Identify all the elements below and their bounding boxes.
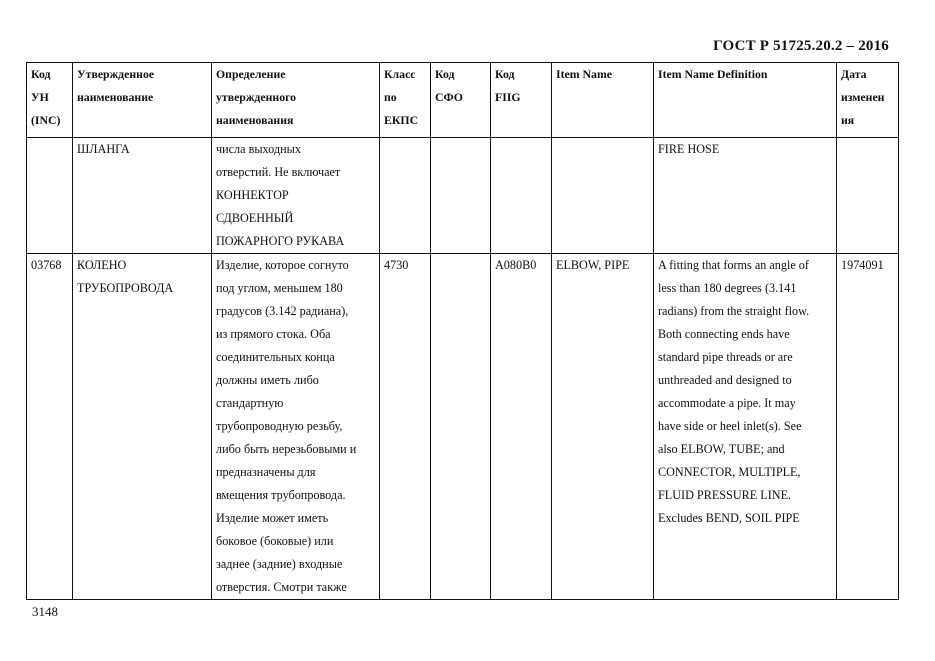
nomenclature-table [26, 62, 899, 600]
text-line: have side or heel inlet(s). See [658, 419, 802, 433]
cell-sfo-code [431, 138, 491, 254]
text-line: вмещения трубопровода. [216, 488, 346, 502]
text-line: unthreaded and designed to [658, 373, 792, 387]
cell-change-date: 1974091 [837, 254, 899, 600]
table-header-row [27, 63, 899, 138]
header-change-date: Дата изменен ия [837, 63, 899, 138]
cell-item-name: ELBOW, PIPE [552, 254, 654, 600]
text-line: CONNECTOR, MULTIPLE, [658, 465, 801, 479]
cell-ekps-class: 4730 [380, 254, 431, 600]
text-line: Изделие, которое согнуто [216, 258, 349, 272]
header-inc: Код УН (INC) [27, 63, 73, 138]
text-line: градусов (3.142 радиана), [216, 304, 349, 318]
text-line: also ELBOW, TUBE; and [658, 442, 785, 456]
text-line: КОННЕКТОР [216, 188, 289, 202]
text-line: трубопроводную резьбу, [216, 419, 343, 433]
cell-inc [27, 138, 73, 254]
standard-code: ГОСТ Р 51725.20.2 – 2016 [713, 38, 889, 54]
cell-ekps-class [380, 138, 431, 254]
table-row [27, 254, 899, 600]
text-line: ШЛАНГА [77, 142, 130, 156]
header-item-name: Item Name [552, 63, 654, 138]
text-line: должны иметь либо [216, 373, 319, 387]
text-line: FLUID PRESSURE LINE. [658, 488, 792, 502]
text-line: под углом, меньшем 180 [216, 281, 343, 295]
cell-approved-name [73, 138, 212, 254]
cell-approved-name [73, 254, 212, 600]
text-line: числа выходных [216, 142, 301, 156]
text-line: заднее (задние) входные [216, 557, 343, 571]
cell-sfo-code [431, 254, 491, 600]
cell-definition [212, 138, 380, 254]
text-line: отверстий. Не включает [216, 165, 341, 179]
cell-definition [212, 254, 380, 600]
header-ekps-class: Класс по ЕКПС [380, 63, 431, 138]
header-definition: Определение утвержденного наименования [212, 63, 380, 138]
text-line: ПОЖАРНОГО РУКАВА [216, 234, 345, 248]
cell-fiig-code [491, 138, 552, 254]
text-line: FIRE HOSE [658, 142, 720, 156]
cell-change-date [837, 138, 899, 254]
text-line: отверстия. Смотри также [216, 580, 347, 594]
text-line: Excludes BEND, SOIL PIPE [658, 511, 800, 525]
cell-inc: 03768 [27, 254, 73, 600]
text-line: КОЛЕНО [77, 258, 127, 272]
cell-item-name-definition [654, 138, 837, 254]
text-line: СДВОЕННЫЙ [216, 211, 294, 225]
text-line: Both connecting ends have [658, 327, 790, 341]
text-line: accommodate a pipe. It may [658, 396, 796, 410]
text-line: Изделие может иметь [216, 511, 329, 525]
text-line: radians) from the straight flow. [658, 304, 810, 318]
text-line: less than 180 degrees (3.141 [658, 281, 797, 295]
header-item-name-definition: Item Name Definition [654, 63, 837, 138]
text-line: предназначены для [216, 465, 316, 479]
text-line: из прямого стока. Оба [216, 327, 331, 341]
table-row [27, 138, 899, 254]
cell-item-name-definition [654, 254, 837, 600]
text-line: боковое (боковые) или [216, 534, 334, 548]
text-line: ТРУБОПРОВОДА [77, 281, 174, 295]
page-number: 3148 [32, 604, 58, 619]
text-line: стандартную [216, 396, 284, 410]
text-line: соединительных конца [216, 350, 335, 364]
header-approved-name: Утвержденное наименование [73, 63, 212, 138]
text-line: standard pipe threads or are [658, 350, 793, 364]
cell-fiig-code: A080B0 [491, 254, 552, 600]
text-line: либо быть нерезьбовыми и [216, 442, 357, 456]
header-sfo-code: Код СФО [431, 63, 491, 138]
header-fiig-code: Код FIIG [491, 63, 552, 138]
text-line: A fitting that forms an angle of [658, 258, 809, 272]
cell-item-name [552, 138, 654, 254]
